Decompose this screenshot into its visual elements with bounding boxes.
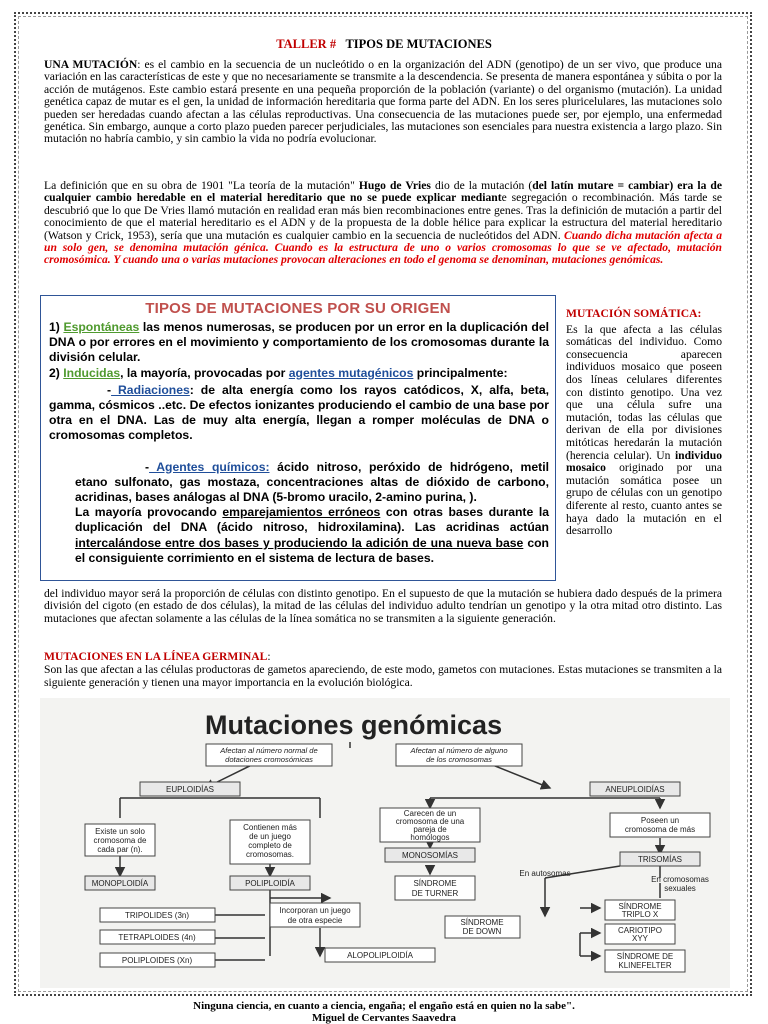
euploid-desc-1: Afectan al número normal de [220, 746, 318, 755]
page-title [0, 37, 768, 52]
monosomias-label: MONOSOMÍAS [401, 851, 459, 860]
sexuales-1: En cromosomas [651, 875, 709, 884]
somatic-bold: individuo mosaico [566, 448, 722, 475]
chem-dash: - [145, 459, 150, 474]
eu-l-3: cada par (n). [97, 845, 143, 854]
def-bold: del latín mutare = cambiar) era la de cualquier cambio heredable en el material hereditario que no se puede explicar mediant [44, 179, 722, 205]
footer-author: Miguel de Cervantes Saavedra [312, 1012, 456, 1024]
eu-r-1: Contienen más [243, 823, 297, 832]
an-l-1: Carecen de un [403, 809, 457, 818]
i1-num: 1) [49, 320, 64, 334]
aneuploidias-label: ANEUPLOIDÍAS [605, 785, 665, 794]
p3-u2: intercalándose entre dos bases y produciendo la adición de una nueva base [75, 535, 524, 550]
rad-text: : de alta energía como los rayos catódicos, X, alfa, beta, gamma, cósmicos ..etc. De efectos ionizantes produciendo el cambio de una base por otra en el DNA. Las de muy alta energía, llegan a romper moléculas de DNA o cromosomas completos. [49, 382, 549, 443]
chem-text: ácido nitroso, peróxido de hidrógeno, metil etano sulfonato, gas mostaza, concentraciones altas de dióxido de carbono, acridinas, bases análogas al DNA (5-bromo uracilo, 2-amino purina, ). [75, 459, 549, 505]
eu-r-2: de un juego [249, 832, 291, 841]
germinal-colon: : [267, 650, 271, 663]
genomic-mutations-diagram [40, 698, 730, 988]
down-1: SÍNDROME [460, 918, 504, 927]
eu-l-2: cromosoma de [93, 836, 147, 845]
chem-term: Agentes químicos: [149, 459, 270, 474]
title-prefix: TALLER # [276, 37, 337, 51]
def-text-3: e segregación o recombinación. Más tarde se descubrió que lo que De Vries llamó mutación en realidad eran más bien recombinaciones entre genes. Tras la definición de mutación a partir del conocimiento de que el material hereditario es el ADN y de la propuesta de la doble hélice para explicar la estructura del material hereditario (Watson y Crick, 1953), sería que una mutación es cualquier cambio en la secuencia de nucleótidos del ADN. [44, 191, 722, 242]
radiations-item [49, 383, 549, 444]
monoploidia-label: MONOPLOIDÍA [91, 879, 149, 888]
intro-lead: UNA MUTACIÓN [44, 58, 138, 71]
i1-term: Espontáneas [63, 320, 140, 334]
rad-term: Radiaciones [111, 382, 190, 397]
autosomas-label: En autosomas [519, 869, 571, 878]
xyy-1: CARIOTIPO [617, 926, 663, 935]
xyy-2: XYY [631, 934, 649, 943]
somatic-t1: Es la que afecta a las células somáticas del individuo. Como consecuencia aparecen individuos mosaico que poseen dos líneas celulares diferentes con distinto genotipo. Una vez que una célula sufre una mutación, todas las células que derivan de ella por divisiones mitóticas heredarán la mutación (herencia celular). Un [566, 322, 722, 462]
an-r-2: cromosoma de más [624, 825, 696, 834]
origin-item-2 [49, 366, 549, 381]
somatic-t2: originado por una mutación somática posee un grupo de células con un genotipo diferente al resto, cuanto antes se haya dado la mutación en el desarrollo [566, 461, 722, 538]
an-l-2: cromosoma de una [395, 817, 465, 826]
alopoliploidia-label: ALOPOLIPLOIDÍA [347, 951, 413, 960]
intro-text: : es el cambio en la secuencia de un nucleótido o en la organización del ADN (genotipo) de un ser vivo, que produce una variación en las características de este y que no necesariamente se transmite a la descendencia. Se presenta de manera espontánea y súbita o por la acción de mutágenos. Este cambio estará presente en una pequeña proporción de la población (variante) o del organismo (mutación). La unidad genética capaz de mutar es el gen, la unidad de información hereditaria que forma parte del ADN. En los seres pluricelulares, las mutaciones solo pueden ser heredadas cuando afectan a las células reproductivas. Una consecuencia de las mutaciones puede ser, por ejemplo, una enfermedad genética. Sin embargo, aunque a corto plazo pueden parecer perjudiciales, las mutaciones son esenciales para nuestra existencia a largo plazo. Sin mutación no habría cambio, y sin cambio la vida no podría evolucionar. [44, 58, 722, 146]
euploid-desc-2: dotaciones cromosómicas [225, 755, 313, 764]
def-text-1: La definición que en su obra de 1901 "La teoría de la mutación" [44, 179, 359, 192]
germinal-heading-text: MUTACIONES EN LA LÍNEA GERMINAL [44, 650, 268, 663]
i2-end: principalmente: [413, 365, 508, 380]
p3-u1: emparejamientos erróneos [222, 505, 381, 520]
diagram-svg [40, 698, 730, 988]
somatic-text [566, 324, 722, 538]
intro-paragraph [44, 59, 722, 146]
eu-l-1: Existe un solo [95, 827, 145, 836]
i1-text: las menos numerosas, se producen por un error en la duplicación del DNA o por errores en el movimiento y comportamiento de los cromosomas durante la división celular. [49, 320, 549, 365]
def-red: Cuando dicha mutación afecta a un solo gen, se denomina mutación génica. Cuando es la estructura de uno o varios cromosomas lo que se ve afectado, mutación cromosómica. Y cuando una o varias mutaciones provocan alteraciones en todo el genoma se denominan, mutaciones genómicas. [44, 228, 722, 267]
majority-item [49, 505, 549, 566]
chemicals-item [49, 460, 549, 506]
i2-text: , la mayoría, provocadas por [120, 365, 289, 380]
i2-link[interactable]: agentes mutagénicos [288, 365, 414, 380]
i2-num: 2) [49, 365, 64, 380]
def-text-2: dio de la mutación ( [430, 179, 533, 192]
p3-b: con otras bases durante la duplicación del DNA (ácido nitroso, hidroxilamina). Las acridinas actúan [75, 505, 549, 535]
turner-1: SÍNDROME [413, 879, 457, 888]
origin-box [40, 295, 556, 581]
germinal-text: Son las que afectan a las células productoras de gametos apareciendo, de este modo, gametos con mutaciones. Estas mutaciones se transmiten a la siguiente generación y tienen una mayor importancia en la evolución biológica. [44, 663, 722, 689]
origin-body [49, 320, 549, 566]
footer-quote: Ninguna ciencia, en cuanto a ciencia, engaña; el engaño está en quien no la sabe". [193, 1000, 575, 1012]
an-l-4: homólogos [410, 833, 450, 842]
germinal-heading [44, 650, 271, 663]
euploidias-label: EUPLOIDÍAS [165, 785, 215, 794]
trisomias-label: TRISOMÍAS [637, 855, 683, 864]
down-2: DE DOWN [462, 927, 502, 936]
origin-item-1 [49, 320, 549, 366]
somatic-continuation: del individuo mayor será la proporción de células con distinto genotipo. En el supuesto de que la mutación se hubiera dado después de la primera división del cigoto (en estado de dos células), la mitad de las células del individuo adulto tendrían un genotipo y la otra mitad otro distinto. Las mutaciones que afectan solamente a las células de la línea somática no se transmiten a la siguiente generación. [44, 587, 722, 625]
title-text: TIPOS DE MUTACIONES [345, 37, 492, 51]
diagram-title: Mutaciones genómicas [205, 710, 503, 740]
turner-2: DE TURNER [411, 889, 459, 898]
aneuploid-desc-1: Afectan al número de alguno [410, 746, 508, 755]
aneuploid-desc-2: de los cromosomas [426, 755, 492, 764]
poliploides-label: POLIPLOIDES (Xn) [121, 956, 193, 965]
tetraploides-label: TETRAPLOIDES (4n) [118, 933, 196, 942]
eu-r-3: completo de [248, 841, 292, 850]
an-l-3: pareja de [413, 825, 447, 834]
incorp-2: de otra especie [287, 916, 343, 925]
triplox-1: SÍNDROME [618, 902, 662, 911]
poliploidia-label: POLIPLOIDÍA [245, 879, 295, 888]
def-hugo: Hugo de Vries [358, 179, 431, 192]
p3-a: La mayoría provocando [75, 505, 223, 520]
triploides-label: TRIPOLIDES (3n) [124, 911, 190, 920]
rad-dash: - [107, 382, 112, 397]
somatic-heading [566, 308, 722, 321]
eu-r-4: cromosomas. [245, 850, 295, 859]
incorp-1: Incorporan un juego [279, 906, 351, 915]
definition-paragraph [44, 180, 722, 267]
i2-term: Inducidas [63, 365, 121, 380]
triplox-2: TRIPLO X [621, 910, 659, 919]
klinefelter-2: KLINEFELTER [618, 961, 672, 970]
an-r-1: Poseen un [640, 816, 680, 825]
somatic-column [566, 308, 722, 538]
klinefelter-1: SÍNDROME DE [616, 952, 674, 961]
sexuales-2: sexuales [664, 884, 696, 893]
somatic-heading-text: MUTACIÓN SOMÁTICA: [566, 307, 702, 320]
p3-c: con el consiguiente corrimiento en el sistema de lectura de bases. [75, 535, 549, 565]
origin-heading: TIPOS DE MUTACIONES POR SU ORIGEN [145, 300, 451, 317]
